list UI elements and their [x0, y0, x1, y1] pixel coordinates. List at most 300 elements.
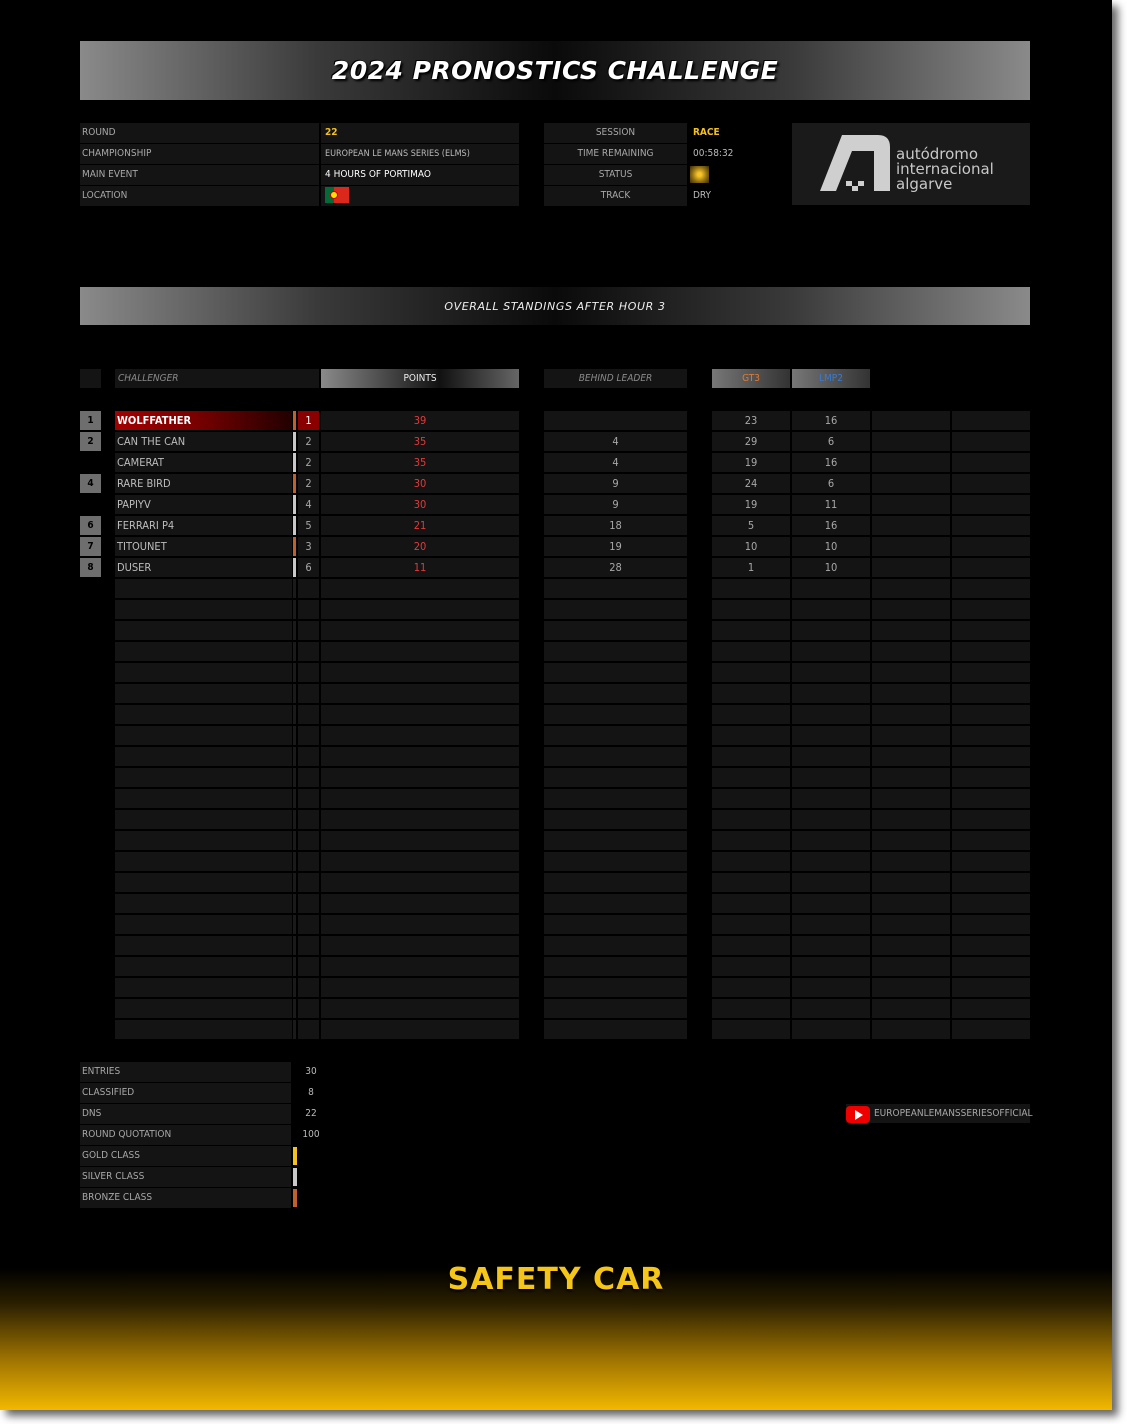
extra-cell — [952, 495, 1030, 514]
empty-extra-cell — [872, 642, 950, 661]
summary-label: ENTRIES — [80, 1062, 291, 1082]
gt3-points: 29 — [712, 432, 790, 451]
empty-extra-cell — [872, 1020, 950, 1039]
empty-gt3-cell — [712, 978, 790, 997]
empty-rank-cell — [298, 873, 319, 892]
summary-label: DNS — [80, 1104, 291, 1124]
empty-tier — [293, 873, 296, 892]
empty-extra-cell — [952, 978, 1030, 997]
empty-lmp2-cell — [792, 999, 870, 1018]
behind-leader-value: 4 — [544, 432, 687, 451]
empty-tier — [293, 936, 296, 955]
position-badge: 1 — [80, 411, 101, 430]
extra-cell — [952, 432, 1030, 451]
summary-value: 100 — [302, 1129, 320, 1140]
empty-tier — [293, 747, 296, 766]
empty-tier — [293, 600, 296, 619]
empty-behind-cell — [544, 957, 687, 976]
empty-rank-cell — [298, 768, 319, 787]
empty-behind-cell — [544, 600, 687, 619]
empty-extra-cell — [872, 999, 950, 1018]
empty-name-cell — [115, 852, 292, 871]
empty-tier — [293, 978, 296, 997]
empty-rank-cell — [298, 852, 319, 871]
empty-points-cell — [321, 894, 519, 913]
empty-points-cell — [321, 978, 519, 997]
circuit-logo-mark-icon — [816, 131, 896, 195]
empty-extra-cell — [872, 684, 950, 703]
empty-lmp2-cell — [792, 915, 870, 934]
empty-name-cell — [115, 915, 292, 934]
empty-gt3-cell — [712, 894, 790, 913]
empty-gt3-cell — [712, 579, 790, 598]
empty-rank-cell — [298, 894, 319, 913]
empty-behind-cell — [544, 768, 687, 787]
empty-points-cell — [321, 936, 519, 955]
empty-name-cell — [115, 663, 292, 682]
round-label: ROUND — [80, 123, 319, 143]
extra-cell — [872, 411, 950, 430]
position-badge: 7 — [80, 537, 101, 556]
points-value: 35 — [321, 453, 519, 472]
empty-gt3-cell — [712, 726, 790, 745]
empty-rank-cell — [298, 663, 319, 682]
youtube-channel-link[interactable] — [846, 1104, 1033, 1123]
lmp2-points: 16 — [792, 453, 870, 472]
empty-rank-cell — [298, 684, 319, 703]
status-label: STATUS — [544, 165, 687, 185]
empty-rank-cell — [298, 600, 319, 619]
empty-name-cell — [115, 1020, 292, 1039]
empty-lmp2-cell — [792, 936, 870, 955]
empty-lmp2-cell — [792, 747, 870, 766]
empty-extra-cell — [952, 621, 1030, 640]
status-indicator — [690, 166, 709, 183]
points-value: 21 — [321, 516, 519, 535]
lmp2-points: 6 — [792, 474, 870, 493]
behind-leader-value: 28 — [544, 558, 687, 577]
empty-gt3-cell — [712, 852, 790, 871]
position-badge: 8 — [80, 558, 101, 577]
empty-extra-cell — [952, 873, 1030, 892]
lmp2-header: LMP2 — [792, 369, 870, 388]
empty-rank-cell — [298, 957, 319, 976]
main-event-label: MAIN EVENT — [80, 165, 319, 185]
empty-name-cell — [115, 789, 292, 808]
points-value: 30 — [321, 495, 519, 514]
empty-extra-cell — [872, 705, 950, 724]
empty-gt3-cell — [712, 957, 790, 976]
empty-rank-cell — [298, 999, 319, 1018]
empty-name-cell — [115, 684, 292, 703]
empty-name-cell — [115, 600, 292, 619]
behind-leader-value: 9 — [544, 474, 687, 493]
empty-gt3-cell — [712, 1020, 790, 1039]
empty-tier — [293, 663, 296, 682]
empty-name-cell — [115, 999, 292, 1018]
empty-lmp2-cell — [792, 726, 870, 745]
position-badge: 2 — [80, 432, 101, 451]
empty-extra-cell — [952, 684, 1030, 703]
empty-extra-cell — [872, 663, 950, 682]
empty-extra-cell — [872, 810, 950, 829]
empty-rank-cell — [298, 705, 319, 724]
empty-tier — [293, 726, 296, 745]
empty-tier — [293, 999, 296, 1018]
empty-lmp2-cell — [792, 684, 870, 703]
empty-extra-cell — [952, 852, 1030, 871]
gt3-points: 23 — [712, 411, 790, 430]
logo-line-3: algarve — [896, 175, 953, 193]
class-rank: 5 — [298, 516, 319, 535]
points-header: POINTS — [321, 369, 519, 388]
empty-behind-cell — [544, 663, 687, 682]
empty-lmp2-cell — [792, 642, 870, 661]
empty-name-cell — [115, 768, 292, 787]
gt3-header: GT3 — [712, 369, 790, 388]
empty-extra-cell — [952, 915, 1030, 934]
empty-name-cell — [115, 705, 292, 724]
pos-header — [80, 369, 101, 388]
empty-points-cell — [321, 915, 519, 934]
behind-leader-value: 19 — [544, 537, 687, 556]
empty-extra-cell — [872, 789, 950, 808]
challenger-name[interactable]: CAN THE CAN — [115, 432, 292, 451]
empty-rank-cell — [298, 978, 319, 997]
logo-line-2: internacional — [896, 160, 994, 178]
empty-extra-cell — [952, 957, 1030, 976]
empty-lmp2-cell — [792, 579, 870, 598]
empty-extra-cell — [952, 936, 1030, 955]
empty-points-cell — [321, 999, 519, 1018]
empty-extra-cell — [952, 894, 1030, 913]
summary-label: BRONZE CLASS — [80, 1188, 291, 1208]
empty-lmp2-cell — [792, 831, 870, 850]
behind-leader-value: 18 — [544, 516, 687, 535]
extra-cell — [872, 495, 950, 514]
location-label: LOCATION — [80, 186, 319, 206]
class-rank: 1 — [298, 411, 319, 430]
points-value: 39 — [321, 411, 519, 430]
empty-extra-cell — [952, 789, 1030, 808]
lmp2-points: 16 — [792, 516, 870, 535]
empty-points-cell — [321, 810, 519, 829]
empty-tier — [293, 810, 296, 829]
empty-name-cell — [115, 957, 292, 976]
empty-tier — [293, 789, 296, 808]
empty-extra-cell — [952, 579, 1030, 598]
empty-points-cell — [321, 726, 519, 745]
empty-lmp2-cell — [792, 957, 870, 976]
empty-lmp2-cell — [792, 663, 870, 682]
challenger-name[interactable]: FERRARI P4 — [115, 516, 292, 535]
empty-extra-cell — [952, 705, 1030, 724]
empty-name-cell — [115, 621, 292, 640]
empty-behind-cell — [544, 747, 687, 766]
championship-value: EUROPEAN LE MANS SERIES (ELMS) — [321, 144, 519, 164]
lmp2-points: 16 — [792, 411, 870, 430]
youtube-icon — [846, 1106, 870, 1123]
tier-indicator — [293, 495, 296, 514]
extra-cell — [872, 516, 950, 535]
empty-lmp2-cell — [792, 621, 870, 640]
location-value — [321, 186, 519, 206]
extra-cell — [952, 453, 1030, 472]
tier-indicator — [293, 432, 296, 451]
class-rank: 2 — [298, 453, 319, 472]
points-value: 11 — [321, 558, 519, 577]
empty-gt3-cell — [712, 810, 790, 829]
extra-cell — [952, 474, 1030, 493]
page-title: 2024 PRONOSTICS CHALLENGE — [331, 56, 779, 85]
empty-extra-cell — [872, 621, 950, 640]
empty-extra-cell — [872, 768, 950, 787]
empty-behind-cell — [544, 915, 687, 934]
empty-points-cell — [321, 747, 519, 766]
empty-lmp2-cell — [792, 978, 870, 997]
empty-name-cell — [115, 579, 292, 598]
challenger-header: CHALLENGER — [115, 369, 319, 388]
empty-extra-cell — [872, 915, 950, 934]
empty-behind-cell — [544, 873, 687, 892]
behind-leader-value: 9 — [544, 495, 687, 514]
empty-behind-cell — [544, 705, 687, 724]
empty-tier — [293, 831, 296, 850]
empty-extra-cell — [952, 768, 1030, 787]
empty-extra-cell — [952, 663, 1030, 682]
empty-name-cell — [115, 642, 292, 661]
empty-tier — [293, 915, 296, 934]
gt3-points: 10 — [712, 537, 790, 556]
class-rank: 4 — [298, 495, 319, 514]
empty-name-cell — [115, 873, 292, 892]
extra-cell — [952, 558, 1030, 577]
portugal-flag-icon — [325, 187, 349, 203]
points-value: 20 — [321, 537, 519, 556]
challenger-name[interactable]: DUSER — [115, 558, 292, 577]
extra-cell — [872, 453, 950, 472]
empty-gt3-cell — [712, 831, 790, 850]
empty-points-cell — [321, 873, 519, 892]
empty-name-cell — [115, 894, 292, 913]
empty-name-cell — [115, 810, 292, 829]
youtube-channel-name: EUROPEANLEMANSSERIESOFFICIAL — [874, 1108, 1033, 1119]
standings-title: OVERALL STANDINGS AFTER HOUR 3 — [444, 299, 666, 313]
empty-behind-cell — [544, 831, 687, 850]
track-value: DRY — [693, 190, 712, 201]
summary-label: SILVER CLASS — [80, 1167, 291, 1187]
empty-behind-cell — [544, 852, 687, 871]
empty-gt3-cell — [712, 999, 790, 1018]
tier-indicator — [293, 516, 296, 535]
empty-behind-cell — [544, 810, 687, 829]
empty-tier — [293, 579, 296, 598]
empty-behind-cell — [544, 642, 687, 661]
empty-extra-cell — [952, 831, 1030, 850]
empty-rank-cell — [298, 936, 319, 955]
extra-cell — [952, 537, 1030, 556]
empty-gt3-cell — [712, 915, 790, 934]
empty-rank-cell — [298, 726, 319, 745]
gt3-points: 19 — [712, 453, 790, 472]
gt3-points: 1 — [712, 558, 790, 577]
summary-value — [296, 1146, 326, 1166]
summary-value — [296, 1188, 326, 1208]
empty-points-cell — [321, 1020, 519, 1039]
empty-tier — [293, 957, 296, 976]
tier-indicator — [293, 411, 296, 430]
empty-points-cell — [321, 621, 519, 640]
empty-rank-cell — [298, 579, 319, 598]
empty-rank-cell — [298, 642, 319, 661]
empty-extra-cell — [872, 831, 950, 850]
empty-name-cell — [115, 831, 292, 850]
empty-extra-cell — [952, 726, 1030, 745]
safety-car-banner: SAFETY CAR — [447, 1262, 665, 1297]
empty-rank-cell — [298, 810, 319, 829]
empty-points-cell — [321, 705, 519, 724]
extra-cell — [952, 516, 1030, 535]
empty-name-cell — [115, 747, 292, 766]
empty-behind-cell — [544, 726, 687, 745]
summary-label: CLASSIFIED — [80, 1083, 291, 1103]
challenger-name[interactable]: PAPIYV — [115, 495, 292, 514]
empty-extra-cell — [872, 600, 950, 619]
empty-points-cell — [321, 768, 519, 787]
empty-tier — [293, 621, 296, 640]
empty-tier — [293, 894, 296, 913]
empty-gt3-cell — [712, 684, 790, 703]
challenger-name[interactable]: RARE BIRD — [115, 474, 292, 493]
empty-extra-cell — [872, 978, 950, 997]
tier-indicator — [293, 558, 296, 577]
summary-label: ROUND QUOTATION — [80, 1125, 291, 1145]
lmp2-points: 10 — [792, 537, 870, 556]
circuit-logo — [792, 123, 1030, 205]
empty-gt3-cell — [712, 936, 790, 955]
empty-behind-cell — [544, 789, 687, 808]
empty-extra-cell — [872, 873, 950, 892]
empty-points-cell — [321, 642, 519, 661]
title-banner — [80, 41, 1030, 100]
gt3-points: 5 — [712, 516, 790, 535]
empty-extra-cell — [872, 894, 950, 913]
empty-lmp2-cell — [792, 810, 870, 829]
summary-value: 22 — [305, 1108, 317, 1119]
empty-gt3-cell — [712, 600, 790, 619]
behind-leader-value: 4 — [544, 453, 687, 472]
empty-points-cell — [321, 852, 519, 871]
gt3-points: 19 — [712, 495, 790, 514]
session-value: RACE — [693, 127, 720, 138]
empty-extra-cell — [952, 600, 1030, 619]
empty-behind-cell — [544, 621, 687, 640]
challenger-name[interactable]: CAMERAT — [115, 453, 292, 472]
extra-cell — [872, 537, 950, 556]
empty-extra-cell — [872, 852, 950, 871]
class-rank: 3 — [298, 537, 319, 556]
empty-behind-cell — [544, 936, 687, 955]
round-value: 22 — [321, 123, 519, 143]
behind-leader-value — [544, 411, 687, 430]
empty-extra-cell — [872, 726, 950, 745]
session-label: SESSION — [544, 123, 687, 143]
time-remaining-label: TIME REMAINING — [544, 144, 687, 164]
empty-extra-cell — [952, 642, 1030, 661]
time-remaining-value: 00:58:32 — [693, 148, 734, 159]
empty-gt3-cell — [712, 789, 790, 808]
challenger-name[interactable]: WOLFFATHER — [115, 411, 292, 430]
points-value: 30 — [321, 474, 519, 493]
empty-behind-cell — [544, 999, 687, 1018]
empty-extra-cell — [952, 747, 1030, 766]
extra-cell — [872, 432, 950, 451]
behind-leader-header: BEHIND LEADER — [544, 369, 687, 388]
position-badge: 6 — [80, 516, 101, 535]
empty-behind-cell — [544, 684, 687, 703]
empty-behind-cell — [544, 1020, 687, 1039]
empty-gt3-cell — [712, 663, 790, 682]
empty-points-cell — [321, 600, 519, 619]
lmp2-points: 11 — [792, 495, 870, 514]
empty-extra-cell — [952, 999, 1030, 1018]
empty-extra-cell — [952, 1020, 1030, 1039]
empty-extra-cell — [872, 747, 950, 766]
summary-value — [296, 1167, 326, 1187]
empty-extra-cell — [872, 579, 950, 598]
empty-gt3-cell — [712, 747, 790, 766]
empty-tier — [293, 768, 296, 787]
points-value: 35 — [321, 432, 519, 451]
lmp2-points: 6 — [792, 432, 870, 451]
empty-tier — [293, 642, 296, 661]
empty-rank-cell — [298, 747, 319, 766]
empty-lmp2-cell — [792, 768, 870, 787]
extra-cell — [952, 411, 1030, 430]
empty-rank-cell — [298, 789, 319, 808]
empty-lmp2-cell — [792, 705, 870, 724]
position-badge: 4 — [80, 474, 101, 493]
empty-behind-cell — [544, 579, 687, 598]
empty-gt3-cell — [712, 768, 790, 787]
standings-banner — [80, 287, 1030, 325]
empty-behind-cell — [544, 894, 687, 913]
empty-rank-cell — [298, 621, 319, 640]
empty-lmp2-cell — [792, 789, 870, 808]
challenger-name[interactable]: TITOUNET — [115, 537, 292, 556]
extra-cell — [872, 474, 950, 493]
summary-label: GOLD CLASS — [80, 1146, 291, 1166]
empty-lmp2-cell — [792, 1020, 870, 1039]
class-rank: 2 — [298, 474, 319, 493]
empty-points-cell — [321, 789, 519, 808]
empty-extra-cell — [872, 957, 950, 976]
empty-extra-cell — [952, 810, 1030, 829]
empty-points-cell — [321, 684, 519, 703]
empty-lmp2-cell — [792, 894, 870, 913]
empty-lmp2-cell — [792, 852, 870, 871]
empty-rank-cell — [298, 915, 319, 934]
empty-gt3-cell — [712, 621, 790, 640]
empty-tier — [293, 852, 296, 871]
track-label: TRACK — [544, 186, 687, 206]
tier-indicator — [293, 474, 296, 493]
main-event-value: 4 HOURS OF PORTIMAO — [321, 165, 519, 185]
empty-points-cell — [321, 831, 519, 850]
tier-indicator — [293, 453, 296, 472]
empty-name-cell — [115, 726, 292, 745]
empty-gt3-cell — [712, 873, 790, 892]
